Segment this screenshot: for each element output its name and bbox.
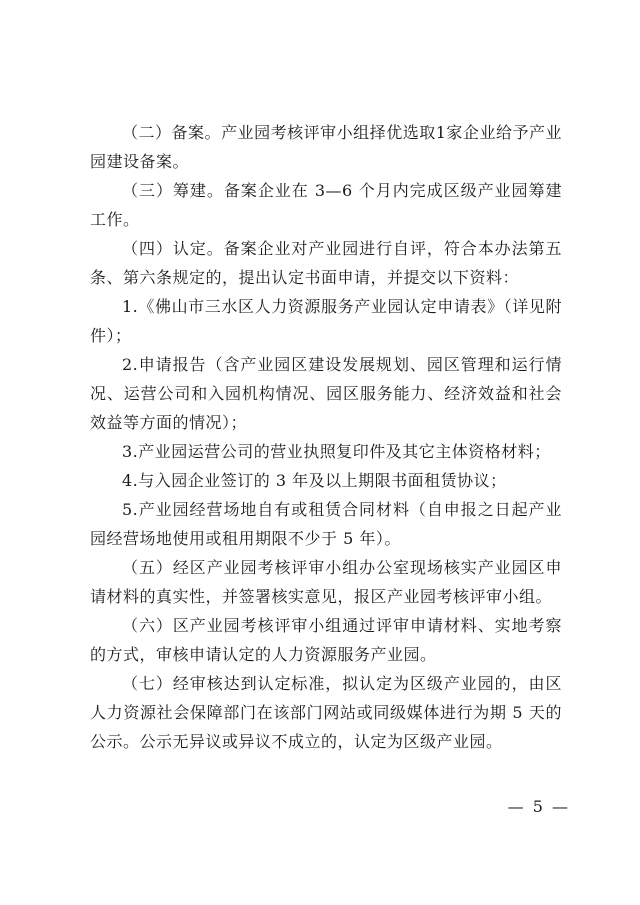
paragraph-verification: （五）经区产业园考核评审小组办公室现场核实产业园区申请材料的真实性，并签署核实意见，报区产业园考核评审小组。	[90, 558, 562, 606]
document-body	[90, 118, 562, 756]
list-item-application-form: 1.《佛山市三水区人力资源服务产业园认定申请表》（详见附件）；	[90, 297, 562, 345]
list-item-business-license: 3.产业园运营公司的营业执照复印件及其它主体资格材料；	[122, 442, 551, 461]
paragraph-publicity: （七）经审核达到认定标准，拟认定为区级产业园的，由区人力资源社会保障部门在该部门网站或同级媒体进行为期 5 天的公示。公示无异议或异议不成立的，认定为区级产业园。	[90, 674, 562, 751]
list-item-site-contract: 5.产业园经营场地自有或租赁合同材料（自申报之日起产业园经营场地使用或租用期限不少于 5 年）。	[90, 500, 562, 548]
paragraph-filing: （二）备案。产业园考核评审小组择优选取1家企业给予产业园建设备案。	[90, 123, 562, 171]
paragraph-preparation: （三）筹建。备案企业在 3—6 个月内完成区级产业园筹建工作。	[90, 181, 562, 229]
paragraph-certification: （四）认定。备案企业对产业园进行自评，符合本办法第五条、第六条规定的，提出认定书面申请，并提交以下资料：	[90, 239, 562, 287]
page-number: — 5 —	[507, 797, 570, 816]
paragraph-review: （六）区产业园考核评审小组通过评审申请材料、实地考察的方式，审核申请认定的人力资源服务产业园。	[90, 616, 562, 664]
list-item-lease-agreement: 4.与入园企业签订的 3 年及以上期限书面租赁协议；	[122, 471, 507, 490]
list-item-application-report: 2.申请报告（含产业园区建设发展规划、园区管理和运行情况、运营公司和入园机构情况、园区服务能力、经济效益和社会效益等方面的情况）；	[90, 355, 562, 432]
